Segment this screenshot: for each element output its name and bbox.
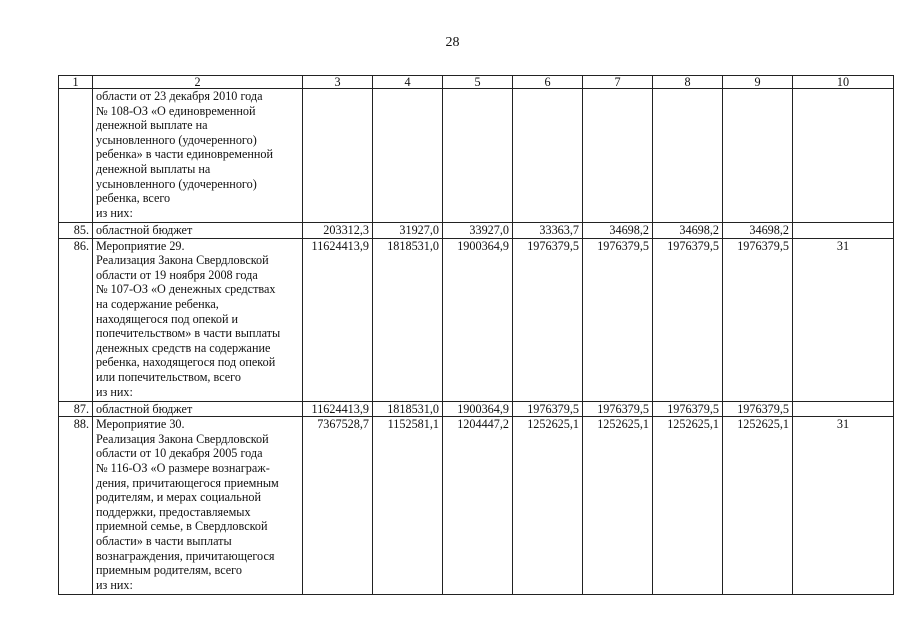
- table-row: [59, 401, 894, 417]
- target-ref-cell: 31: [793, 238, 894, 401]
- value-cell: 1818531,0: [373, 401, 443, 417]
- value-cell: 1818531,0: [373, 238, 443, 401]
- header-cell: 8: [653, 76, 723, 89]
- value-cell: 11624413,9: [303, 238, 373, 401]
- value-cell: 203312,3: [303, 223, 373, 239]
- header-cell: 6: [513, 76, 583, 89]
- row-description: Мероприятие 29. Реализация Закона Свердловской области от 19 ноября 2008 года № 107-ОЗ «О денежных средствах на содержание ребенка, находящегося под опекой и попечительством» в части выплаты денежных средств на содержание ребенка, находящегося под опекой или попечительством, всего из них:: [93, 238, 303, 401]
- header-cell: 5: [443, 76, 513, 89]
- value-cell: 1900364,9: [443, 401, 513, 417]
- row-description: Мероприятие 30. Реализация Закона Свердловской области от 10 декабря 2005 года № 116-ОЗ «О размере вознаграж- дения, причитающегося приемным родителям, и мерах социальной поддержки, предоставляемых приемной семье, в Свердловской области» в части выплаты вознаграждения, причитающегося приемным родителям, всего из них:: [93, 417, 303, 595]
- row-description: области от 23 декабря 2010 года № 108-ОЗ «О единовременной денежной выплате на усыновленного (удочеренного) ребенка» в части единовременной денежной выплаты на усыновленного (удочеренного) ребенка, всего из них:: [93, 89, 303, 223]
- budget-table: [58, 75, 894, 595]
- value-cell: 11624413,9: [303, 401, 373, 417]
- value-cell: [723, 89, 793, 223]
- value-cell: 1976379,5: [513, 238, 583, 401]
- value-cell: 1152581,1: [373, 417, 443, 595]
- header-cell: 7: [583, 76, 653, 89]
- table-row: [59, 417, 894, 595]
- header-cell: 3: [303, 76, 373, 89]
- header-cell: 1: [59, 76, 93, 89]
- row-number: [59, 89, 93, 223]
- row-number: 87.: [59, 401, 93, 417]
- value-cell: 34698,2: [583, 223, 653, 239]
- table-row: [59, 223, 894, 239]
- value-cell: [303, 89, 373, 223]
- value-cell: 1976379,5: [513, 401, 583, 417]
- target-ref-cell: [793, 401, 894, 417]
- value-cell: 7367528,7: [303, 417, 373, 595]
- table-row: [59, 238, 894, 401]
- value-cell: 34698,2: [723, 223, 793, 239]
- row-number: 86.: [59, 238, 93, 401]
- value-cell: 34698,2: [653, 223, 723, 239]
- row-description: областной бюджет: [93, 401, 303, 417]
- value-cell: 1252625,1: [723, 417, 793, 595]
- header-cell: 9: [723, 76, 793, 89]
- value-cell: 1204447,2: [443, 417, 513, 595]
- value-cell: 1976379,5: [653, 401, 723, 417]
- header-cell: 4: [373, 76, 443, 89]
- value-cell: 1252625,1: [583, 417, 653, 595]
- value-cell: 33927,0: [443, 223, 513, 239]
- value-cell: 1976379,5: [583, 401, 653, 417]
- row-number: 85.: [59, 223, 93, 239]
- value-cell: [513, 89, 583, 223]
- header-cell: 2: [93, 76, 303, 89]
- value-cell: [443, 89, 513, 223]
- table-row: [59, 89, 894, 223]
- value-cell: 31927,0: [373, 223, 443, 239]
- value-cell: 33363,7: [513, 223, 583, 239]
- value-cell: 1976379,5: [653, 238, 723, 401]
- value-cell: 1900364,9: [443, 238, 513, 401]
- target-ref-cell: 31: [793, 417, 894, 595]
- header-cell: 10: [793, 76, 894, 89]
- value-cell: 1976379,5: [583, 238, 653, 401]
- value-cell: 1976379,5: [723, 238, 793, 401]
- row-number: 88.: [59, 417, 93, 595]
- value-cell: 1252625,1: [653, 417, 723, 595]
- target-ref-cell: [793, 223, 894, 239]
- value-cell: [583, 89, 653, 223]
- target-ref-cell: [793, 89, 894, 223]
- header-row: [59, 76, 894, 89]
- value-cell: 1976379,5: [723, 401, 793, 417]
- row-description: областной бюджет: [93, 223, 303, 239]
- value-cell: 1252625,1: [513, 417, 583, 595]
- page-number: 28: [445, 35, 460, 50]
- value-cell: [653, 89, 723, 223]
- value-cell: [373, 89, 443, 223]
